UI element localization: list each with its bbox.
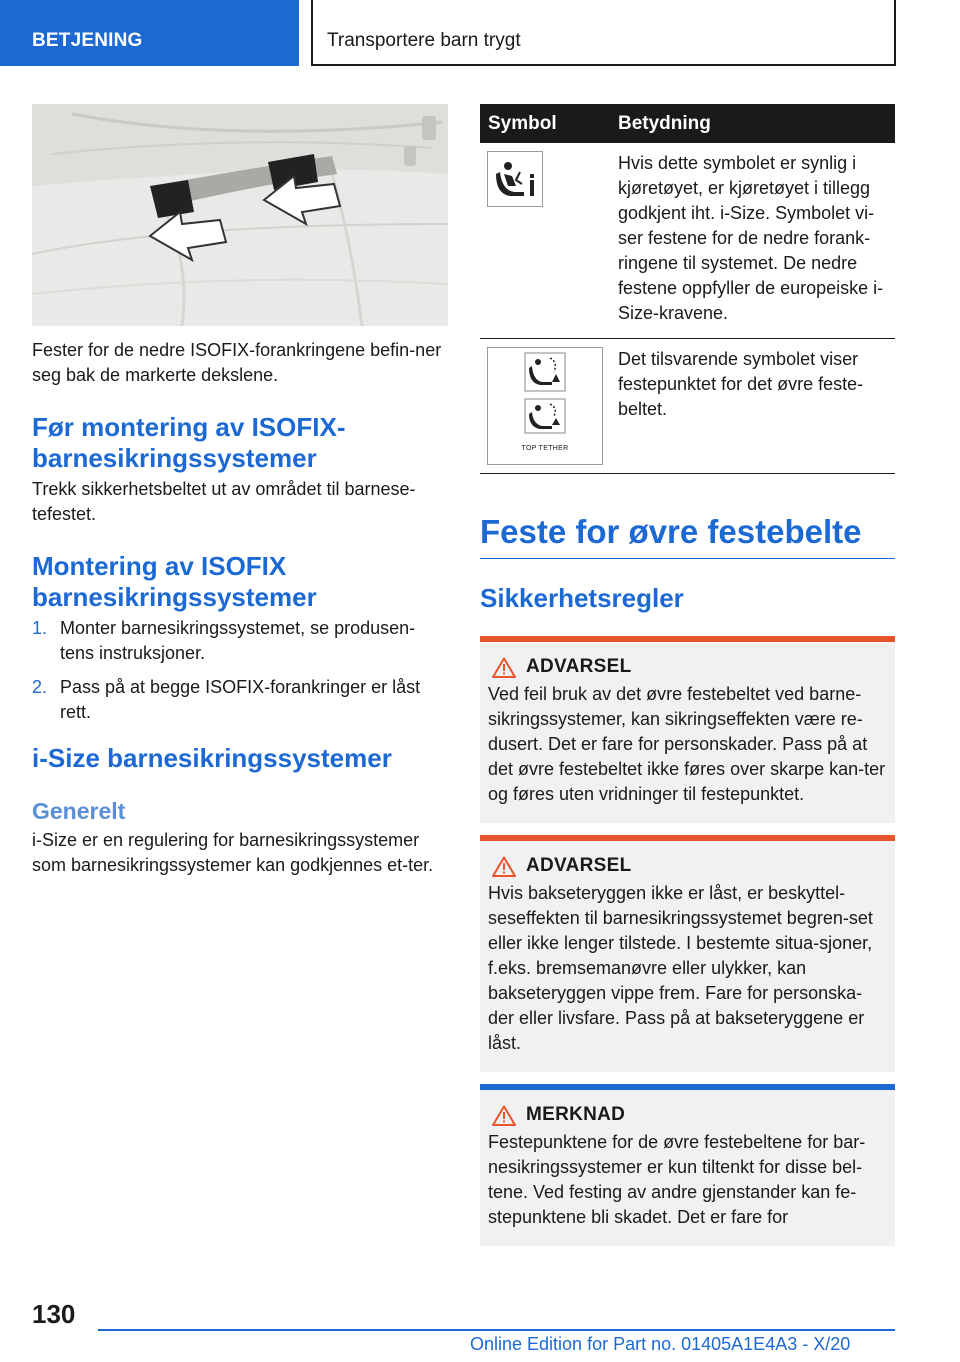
step-item [32, 675, 448, 725]
heading-mounting: Montering av ISOFIX barnesikringssystemer [32, 551, 317, 612]
chapter-tab [311, 0, 896, 66]
symbol-cell [480, 143, 610, 339]
seat-illustration [32, 104, 448, 326]
note-title: MERKNAD [526, 1104, 626, 1125]
heading-isize: i-Size barnesikringssystemer [32, 743, 392, 773]
left-column [32, 104, 448, 878]
step-number: 1. [32, 618, 48, 638]
right-column [480, 104, 895, 1246]
paragraph-isize: i-Size er en regulering for barnesikringssystemer som barnesikringssystemer kan godkjennes et-ter. [32, 830, 434, 875]
table-header-symbol: Symbol [480, 104, 610, 143]
meaning-cell: Det tilsvarende symbolet viser festepunktet for det øvre feste-beltet. [610, 339, 895, 474]
top-tether-icon [487, 347, 603, 465]
safety-rules-heading: Sikkerhetsregler [480, 583, 684, 613]
warning-box [480, 835, 895, 1072]
step-number: 2. [32, 677, 48, 697]
mounting-steps [32, 616, 448, 725]
photo-caption: Fester for de nedre ISOFIX-forankringene befin-ner seg bak de markerte dekslene. [32, 340, 442, 385]
section-tab [0, 0, 299, 66]
page-number: 130 [32, 1299, 76, 1329]
step-text: Pass på at begge ISOFIX-forankringer er låst rett. [60, 677, 421, 722]
note-triangle-icon [492, 1105, 516, 1126]
warning-header [492, 656, 887, 678]
step-item [32, 616, 448, 666]
anchor-icon [524, 352, 566, 392]
warning-box [480, 636, 895, 823]
page-header [0, 0, 960, 66]
warning-triangle-icon [492, 856, 516, 877]
top-tether-label: TOP TETHER [521, 444, 569, 452]
warning-header [492, 855, 887, 877]
subheading-general: Generelt [32, 798, 126, 824]
warning-triangle-icon [492, 657, 516, 678]
warning-text: Ved feil bruk av det øvre festebeltet ved barne-sikringssystemer, kan sikringseffekten være re-dusert. Det er fare for personskader. Pass på at det øvre festebeltet ikke føres over skarpe kan-ter og føres uten vridninger til festepunktet. [488, 684, 886, 804]
table-row [480, 339, 895, 474]
meaning-cell: Hvis dette symbolet er synlig i kjøretøyet, er kjøretøyet i tillegg godkjent iht. i-Size. Symbolet vi-ser festene for de nedre forank-ringene til systemet. De nedre festene oppfyller de europeiske i-Size-kravene. [610, 143, 895, 339]
footer-divider [98, 1329, 895, 1331]
note-header [492, 1104, 887, 1126]
note-text: Festepunktene for de øvre festebeltene for bar-nesikringssystemer er kun tiltenkt for disse bel-tene. Ved festing av andre gjenstander kan fe-stepunktene bli skadet. Det er fare for [488, 1132, 866, 1227]
isize-seat-icon [487, 151, 543, 207]
warning-text: Hvis bakseteryggen ikke er låst, er beskyttel-seseffekten til barnesikringssystemet begren-set eller ikke lenger tilstede. I bestemte situa-sjoner, f.eks. bremsemanøvre eller ulykker, kan bakseteryggen vippe frem. Fare for personska-der eller livsfare. Pass på at bakseteryggene er låst. [488, 883, 873, 1053]
table-row [480, 143, 895, 339]
edition-link[interactable]: Online Edition for Part no. 01405A1E4A3 - X/20 [470, 1334, 851, 1354]
symbol-table [480, 104, 895, 474]
symbol-cell [480, 339, 610, 474]
warning-title: ADVARSEL [526, 855, 632, 876]
chapter-label: Transportere barn trygt [327, 30, 521, 51]
section-title: Feste for øvre festebelte [480, 512, 895, 559]
table-header-meaning: Betydning [610, 104, 895, 143]
isofix-seat-photo [32, 104, 448, 326]
section-label: BETJENING [32, 30, 143, 51]
heading-before-mounting: Før montering av ISOFIX-barnesikringssystemer [32, 412, 346, 473]
step-text: Monter barnesikringssystemet, se produsen-tens instruksjoner. [60, 618, 416, 663]
paragraph-before-mounting: Trekk sikkerhetsbeltet ut av området til barnese-tefestet. [32, 479, 416, 524]
warning-title: ADVARSEL [526, 656, 632, 677]
note-box [480, 1084, 895, 1246]
